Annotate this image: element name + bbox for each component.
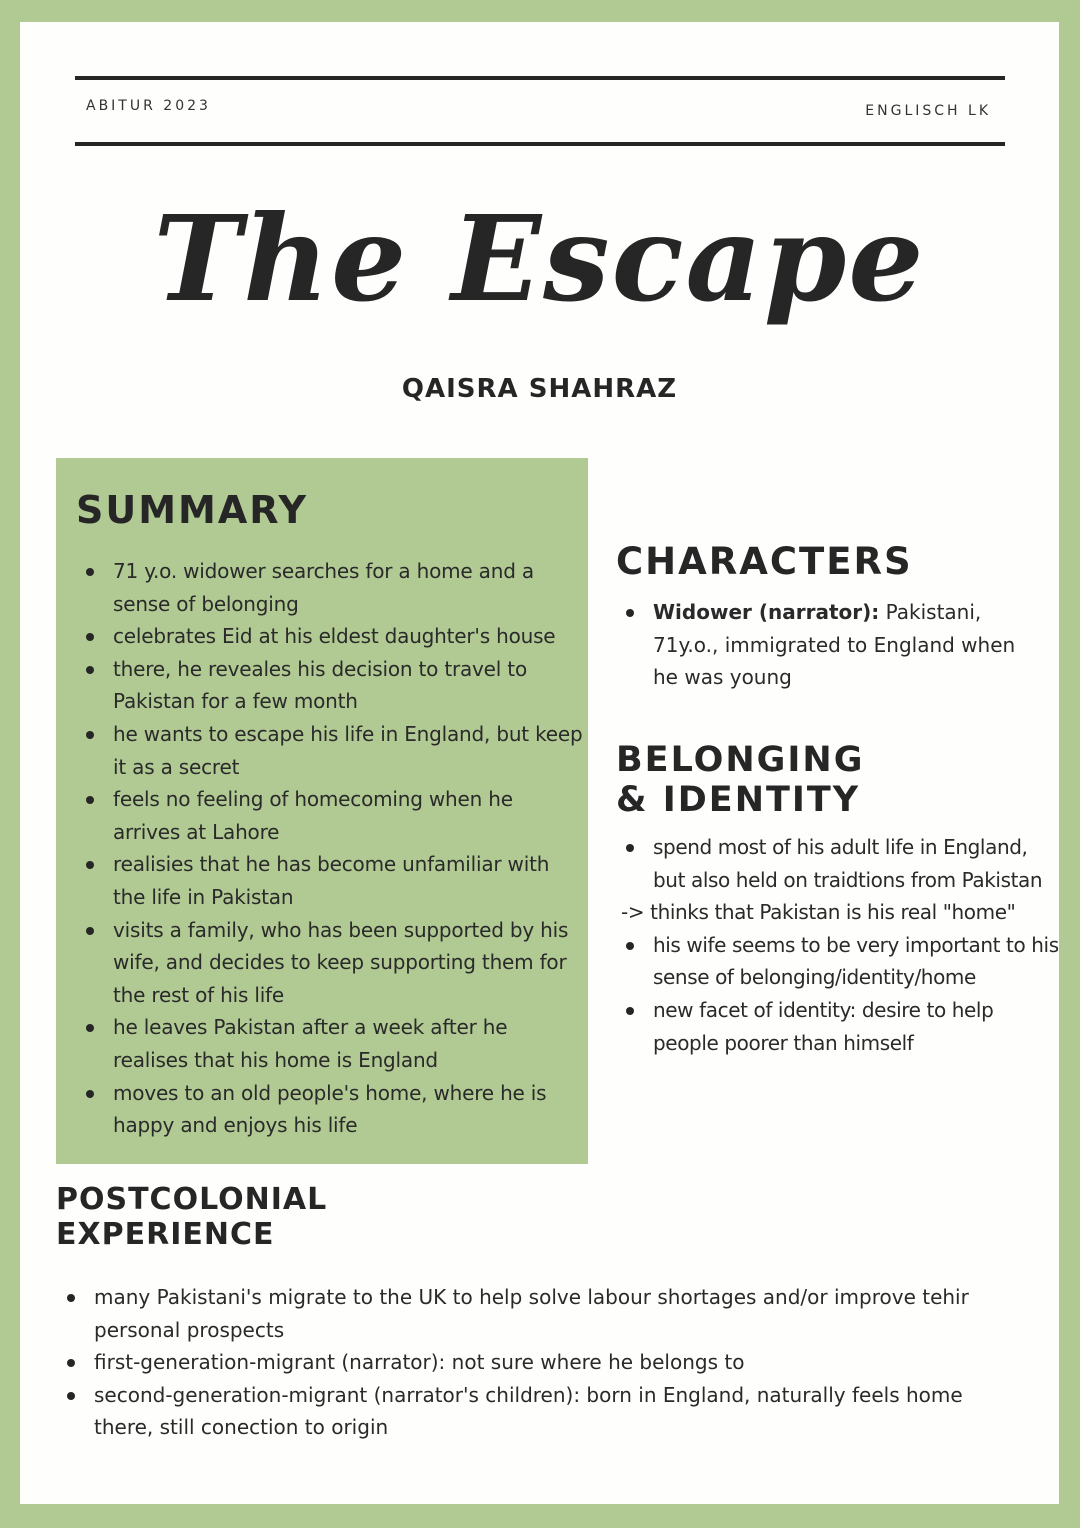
list-item: first-generation-migrant (narrator): not sure where he belongs to <box>56 1346 1016 1379</box>
list-item: second-generation-migrant (narrator's children): born in England, naturally feels home there, still conection to origin <box>56 1379 1016 1444</box>
postcolonial-heading-line1: POSTCOLONIAL <box>56 1182 328 1217</box>
list-item: many Pakistani's migrate to the UK to help solve labour shortages and/or improve tehir personal prospects <box>56 1281 1016 1346</box>
list-item: celebrates Eid at his eldest daughter's house <box>75 620 585 653</box>
author-name: QAISRA SHAHRAZ <box>401 374 678 404</box>
header-top-rule <box>75 76 1005 80</box>
list-item: he leaves Pakistan after a week after he realises that his home is England <box>75 1011 585 1076</box>
list-note: -> thinks that Pakistan is his real "home" <box>621 900 1016 925</box>
summary-panel <box>56 458 588 1164</box>
list-item: spend most of his adult life in England, but also held on traidtions from Pakistan <box>615 831 1059 896</box>
belonging-heading <box>616 740 864 820</box>
belonging-heading-line1: BELONGING <box>616 740 865 780</box>
list-item: his wife seems to be very important to his sense of belonging/identity/home <box>615 929 1059 994</box>
list-item: he wants to escape his life in England, but keep it as a secret <box>75 718 585 783</box>
list-item: new facet of identity: desire to help people poorer than himself <box>615 994 1059 1059</box>
list-item: visits a family, who has been supported by his wife, and decides to keep supporting them for the rest of his life <box>75 914 585 1012</box>
postcolonial-list <box>56 1281 1016 1444</box>
character-description: Pakistani, 71y.o., immigrated to England when he was young <box>653 600 1016 690</box>
document-title: The Escape <box>153 189 926 328</box>
list-item: feels no feeling of homecoming when he arrives at Lahore <box>75 783 585 848</box>
header-bottom-rule <box>75 142 1005 146</box>
header-left-label: ABITUR 2023 <box>86 98 211 114</box>
postcolonial-heading <box>56 1182 327 1252</box>
list-item: there, he reveales his decision to travel to Pakistan for a few month <box>75 653 585 718</box>
document-page <box>20 22 1059 1504</box>
list-item: realisies that he has become unfamiliar with the life in Pakistan <box>75 848 585 913</box>
characters-heading: CHARACTERS <box>616 540 913 583</box>
belonging-heading-line2: & IDENTITY <box>616 780 861 820</box>
header-right-label: ENGLISCH LK <box>865 103 991 119</box>
belonging-list <box>615 831 1059 1059</box>
summary-list <box>75 555 585 1142</box>
characters-list <box>615 596 1035 694</box>
list-item: 71 y.o. widower searches for a home and a sense of belonging <box>75 555 585 620</box>
postcolonial-heading-line2: EXPERIENCE <box>56 1217 275 1252</box>
list-item: moves to an old people's home, where he is happy and enjoys his life <box>75 1077 585 1142</box>
list-item <box>615 596 1035 694</box>
summary-heading: SUMMARY <box>76 488 308 532</box>
character-name: Widower (narrator): <box>653 600 880 624</box>
